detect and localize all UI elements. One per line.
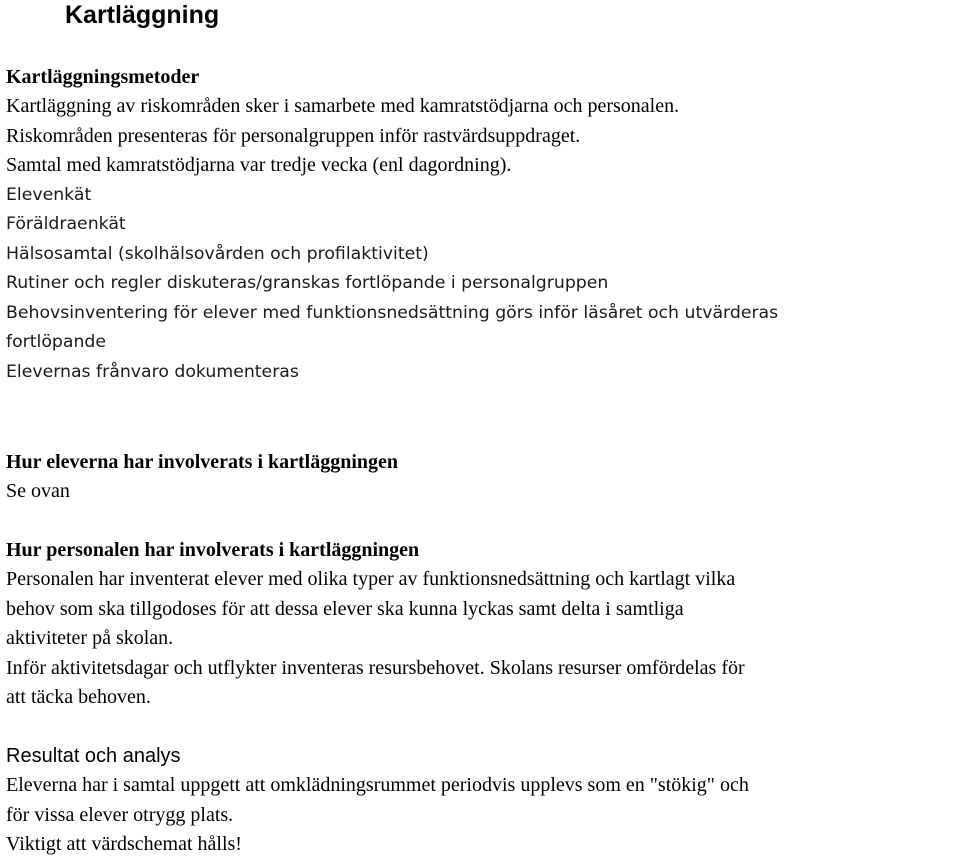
text-line: aktiviteter på skolan.: [6, 627, 174, 649]
text-line: Kartläggning av riskområden sker i samarbete med kamratstödjarna och personalen.: [6, 95, 680, 117]
section-staff-involvement: [6, 535, 956, 713]
section-heading-methods: Kartläggningsmetoder: [6, 66, 200, 88]
section-heading-students: Hur eleverna har involverats i kartläggningen: [6, 451, 399, 473]
text-line: Personalen har inventerat elever med olika typer av funktionsnedsättning och kartlagt vilka: [6, 568, 736, 590]
section-students-involvement: [6, 447, 956, 507]
text-line: Elevernas frånvaro dokumenteras: [6, 361, 299, 382]
text-line: att täcka behoven.: [6, 686, 151, 708]
text-line: Eleverna har i samtal uppgett att omklädningsrummet periodvis upplevs som en "stökig" och: [6, 774, 749, 796]
page-title: Kartläggning: [65, 1, 220, 29]
text-line: Rutiner och regler diskuteras/granskas fortlöpande i personalgruppen: [6, 273, 609, 293]
text-line: Samtal med kamratstödjarna var tredje vecka (enl dagordning).: [6, 154, 512, 176]
section-heading-staff: Hur personalen har involverats i kartläggningen: [6, 539, 420, 561]
text-line: Viktigt att värdschemat hålls!: [6, 833, 242, 855]
text-line: Hälsosamtal (skolhälsovården och profilaktivitet): [6, 243, 429, 264]
section-methods: [6, 62, 956, 387]
text-line: Behovsinventering för elever med funktionsnedsättning görs inför läsåret och utvärderas: [6, 302, 779, 323]
text-line: Se ovan: [6, 480, 70, 502]
text-line: fortlöpande: [6, 332, 107, 352]
text-line: behov som ska tillgodoses för att dessa elever ska kunna lyckas samt delta i samtliga: [6, 597, 684, 620]
section-heading-results: Resultat och analys: [6, 745, 181, 767]
text-line: Föräldraenkät: [6, 214, 126, 234]
text-line: Inför aktivitetsdagar och utflykter inventeras resursbehovet. Skolans resurser omfördelas för: [6, 656, 745, 679]
text-line: för vissa elever otrygg plats.: [6, 803, 234, 826]
text-line: Riskområden presenteras för personalgruppen inför rastvärdsuppdraget.: [6, 124, 581, 147]
section-results-analysis: [6, 741, 956, 860]
text-line: Elevenkät: [6, 184, 92, 205]
